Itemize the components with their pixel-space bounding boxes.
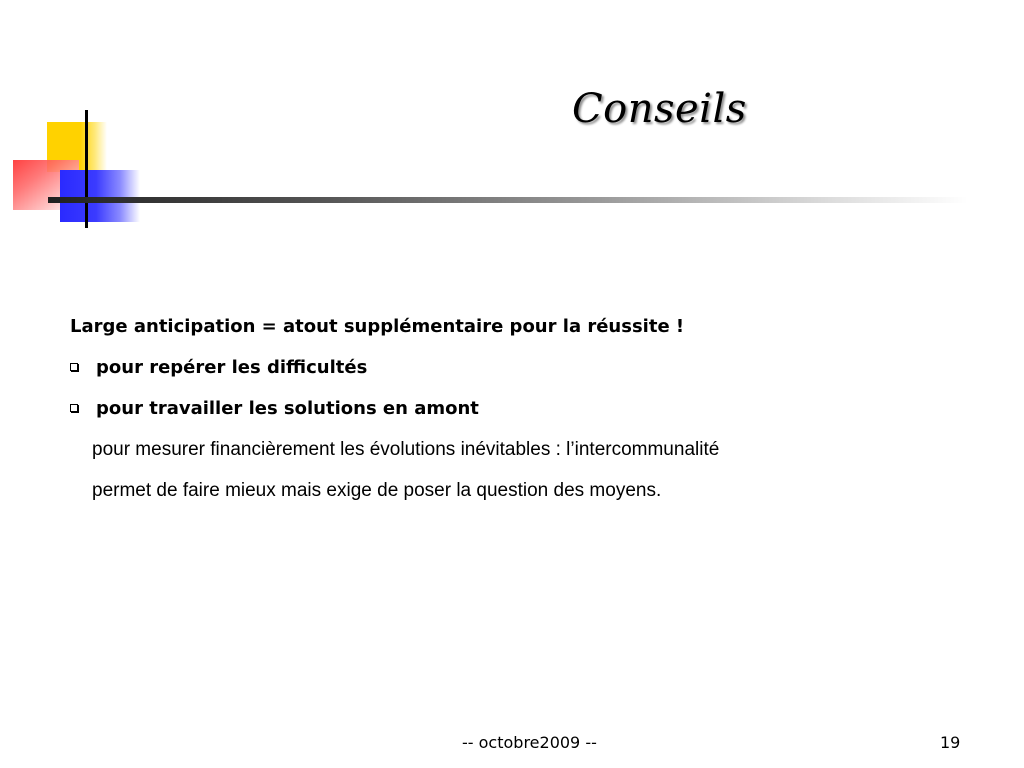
decor-blue-square	[60, 170, 140, 222]
slide-title: Conseils	[572, 86, 747, 132]
slide-body	[70, 312, 970, 517]
title-underline-rule	[48, 197, 968, 203]
bullet-text: pour travailler les solutions en amont	[96, 398, 479, 419]
body-line	[70, 476, 970, 517]
line-text: pour mesurer financièrement les évolutions inévitables : l’intercommunalité	[92, 439, 720, 460]
bullet-text: pour repérer les difficultés	[96, 357, 368, 378]
body-line-intro	[70, 312, 970, 353]
body-line	[70, 435, 970, 476]
line-text: permet de faire mieux mais exige de poser la question des moyens.	[92, 480, 662, 501]
square-bullet-icon	[70, 404, 78, 412]
slide-footer: -- octobre2009 --	[462, 733, 597, 752]
decor-vertical-line	[85, 110, 88, 228]
square-bullet-icon	[70, 363, 78, 371]
line-text: Large anticipation = atout supplémentaire pour la réussite !	[70, 316, 685, 337]
bullet-item	[70, 353, 970, 394]
bullet-item	[70, 394, 970, 435]
page-number: 19	[940, 733, 961, 752]
